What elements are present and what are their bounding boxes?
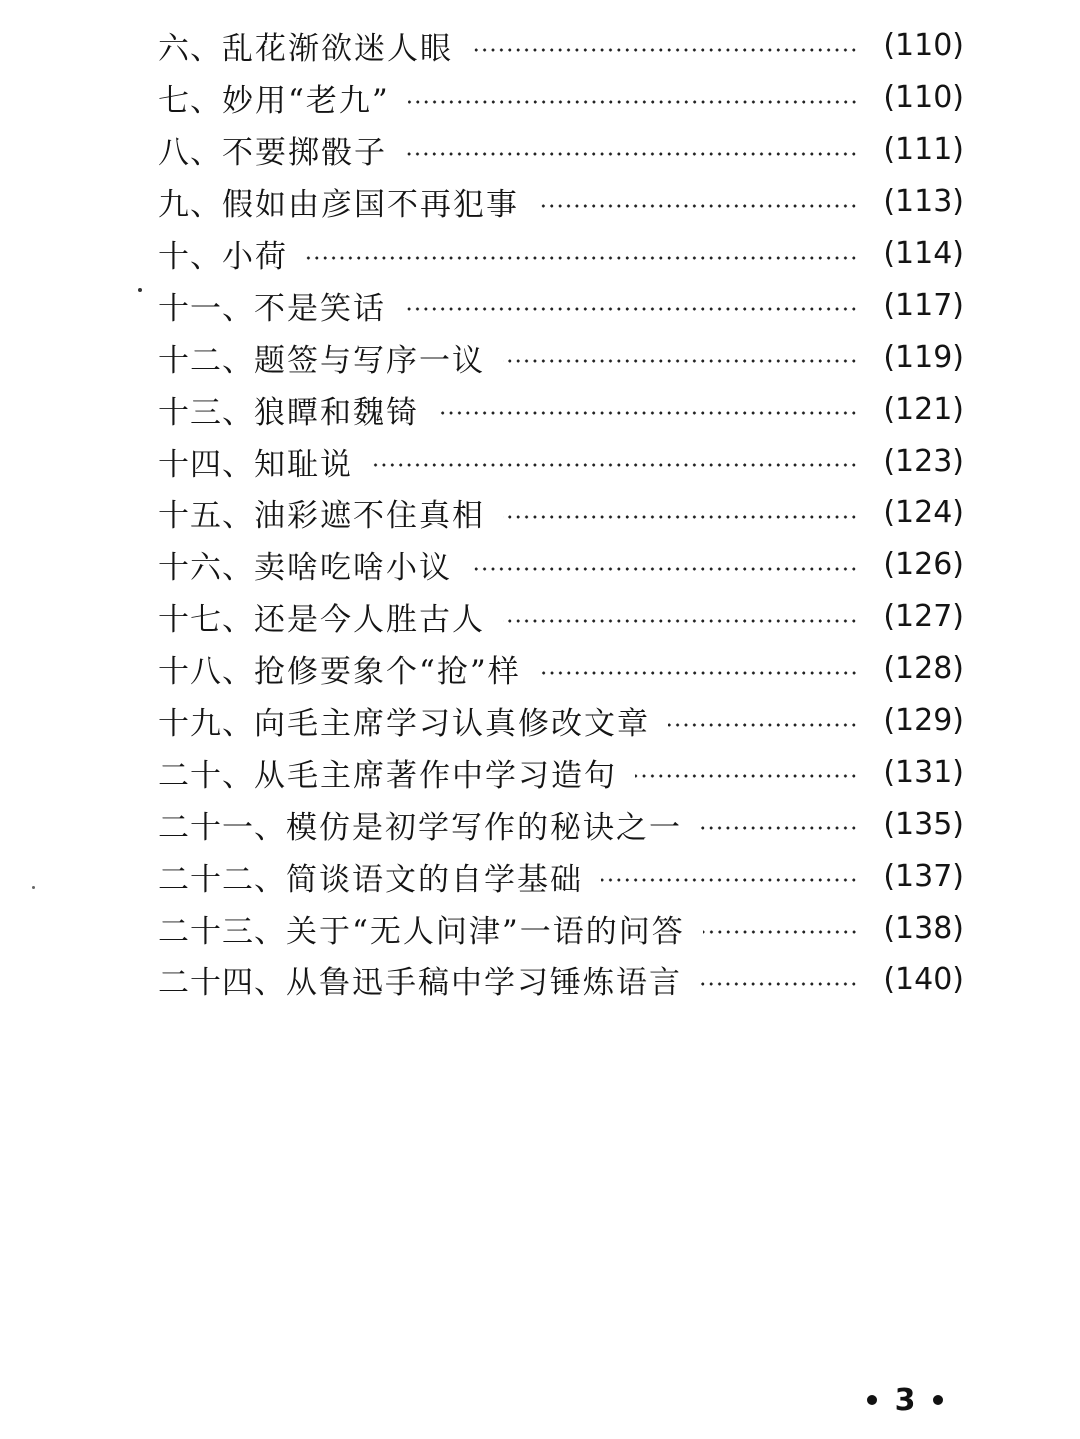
toc-entry-page: (129)	[883, 703, 964, 739]
toc-entry-page: (128)	[883, 651, 964, 687]
toc-entry	[158, 591, 964, 643]
toc-entry-title: 妙用“老九”	[222, 83, 390, 120]
dot-leader	[371, 463, 858, 467]
toc-entry	[158, 539, 964, 591]
toc-entry	[158, 279, 964, 331]
dot-leader	[437, 411, 858, 415]
toc-entry-number: 二十一、	[158, 809, 286, 846]
toc-entry	[158, 487, 964, 539]
dot-leader	[306, 256, 858, 260]
toc-entry	[158, 72, 964, 124]
toc-entry-number: 二十四、	[158, 965, 286, 1002]
toc-entry-title: 题签与写序一议	[254, 342, 485, 379]
toc-entry-title: 从鲁迅手稿中学习锤炼语言	[286, 965, 682, 1002]
toc-entry-title: 狼瞫和魏锜	[254, 394, 419, 431]
toc-entry-page: (135)	[883, 806, 964, 842]
dot-leader	[405, 152, 858, 156]
dot-leader	[635, 774, 858, 778]
toc-entry-page: (137)	[883, 858, 964, 894]
toc-entry-page: (123)	[883, 443, 964, 479]
toc-entry-page: (114)	[883, 236, 964, 271]
toc-entry-title: 关于“无人问津”一语的问答	[286, 913, 685, 950]
toc-entry-number: 二十三、	[158, 913, 286, 950]
folio-dot-left	[867, 1395, 877, 1405]
toc-entry-title: 不是笑话	[254, 290, 386, 327]
toc-entry	[158, 954, 964, 1006]
toc-entry-page: (131)	[883, 754, 964, 790]
toc-entry-number: 十五、	[158, 498, 254, 535]
dot-leader	[537, 204, 858, 208]
toc-entry-page: (124)	[883, 495, 964, 531]
table-of-contents	[158, 20, 964, 1006]
toc-entry-title: 还是今人胜古人	[254, 602, 485, 639]
toc-entry	[158, 176, 964, 228]
toc-entry-number: 七、	[158, 83, 222, 120]
toc-entry	[158, 124, 964, 176]
dot-leader	[700, 982, 858, 986]
print-speck	[32, 886, 35, 889]
toc-entry-page: (121)	[883, 391, 964, 427]
toc-entry-page: (117)	[883, 287, 964, 323]
toc-entry	[158, 902, 964, 954]
toc-entry-page: (119)	[883, 339, 964, 375]
toc-entry	[158, 695, 964, 747]
toc-entry-number: 六、	[158, 31, 222, 68]
folio-dot-right	[933, 1395, 943, 1405]
toc-entry-page: (138)	[883, 910, 964, 946]
toc-entry-title: 乱花渐欲迷人眼	[222, 31, 453, 68]
dot-leader	[408, 100, 858, 104]
toc-entry-number: 十八、	[158, 654, 254, 691]
toc-entry	[158, 643, 964, 695]
toc-entry	[158, 850, 964, 902]
dot-leader	[668, 723, 858, 727]
toc-entry	[158, 228, 964, 280]
toc-entry-title: 假如由彦国不再犯事	[222, 187, 519, 224]
print-speck	[138, 288, 142, 292]
toc-entry	[158, 798, 964, 850]
toc-entry-number: 八、	[158, 135, 222, 172]
dot-leader	[471, 48, 858, 52]
toc-entry-page: (127)	[883, 599, 964, 635]
dot-leader	[703, 930, 858, 934]
toc-entry-number: 十九、	[158, 706, 254, 743]
toc-entry-title: 不要掷骰子	[222, 135, 387, 172]
toc-entry-number: 二十、	[158, 757, 254, 794]
dot-leader	[539, 671, 858, 675]
page-number: 3	[894, 1382, 916, 1418]
toc-entry-number: 十二、	[158, 342, 254, 379]
toc-entry-number: 十四、	[158, 446, 254, 483]
toc-entry-title: 简谈语文的自学基础	[286, 861, 583, 898]
toc-entry-title: 卖啥吃啥小议	[254, 550, 452, 587]
toc-entry	[158, 383, 964, 435]
toc-entry	[158, 746, 964, 798]
toc-entry-number: 十三、	[158, 394, 254, 431]
toc-entry	[158, 331, 964, 383]
dot-leader	[470, 567, 858, 571]
toc-entry-title: 小荷	[222, 239, 288, 275]
dot-leader	[503, 619, 858, 623]
toc-entry-number: 十六、	[158, 550, 254, 587]
toc-entry-title: 抢修要象个“抢”样	[254, 654, 521, 691]
toc-entry-number: 九、	[158, 187, 222, 224]
toc-entry-number: 二十二、	[158, 861, 286, 898]
toc-entry-page: (140)	[883, 962, 964, 998]
toc-entry-page: (110)	[883, 28, 964, 64]
dot-leader	[404, 307, 858, 311]
toc-entry-page: (126)	[883, 547, 964, 583]
toc-entry-number: 十一、	[158, 290, 254, 327]
toc-entry-title: 知耻说	[254, 446, 353, 483]
dot-leader	[503, 515, 858, 519]
toc-entry-title: 向毛主席学习认真修改文章	[254, 706, 650, 743]
toc-entry	[158, 435, 964, 487]
page-folio	[850, 1380, 960, 1420]
toc-entry-title: 模仿是初学写作的秘诀之一	[286, 809, 682, 846]
dot-leader	[700, 826, 858, 830]
dot-leader	[503, 359, 858, 363]
toc-entry-page: (111)	[883, 132, 964, 168]
toc-entry-page: (110)	[883, 80, 964, 116]
toc-entry-page: (113)	[883, 184, 964, 220]
toc-entry-title: 从毛主席著作中学习造句	[254, 757, 617, 794]
toc-entry-number: 十七、	[158, 602, 254, 639]
toc-entry	[158, 20, 964, 72]
dot-leader	[601, 878, 858, 882]
toc-entry-number: 十、	[158, 239, 222, 275]
toc-entry-title: 油彩遮不住真相	[254, 498, 485, 535]
